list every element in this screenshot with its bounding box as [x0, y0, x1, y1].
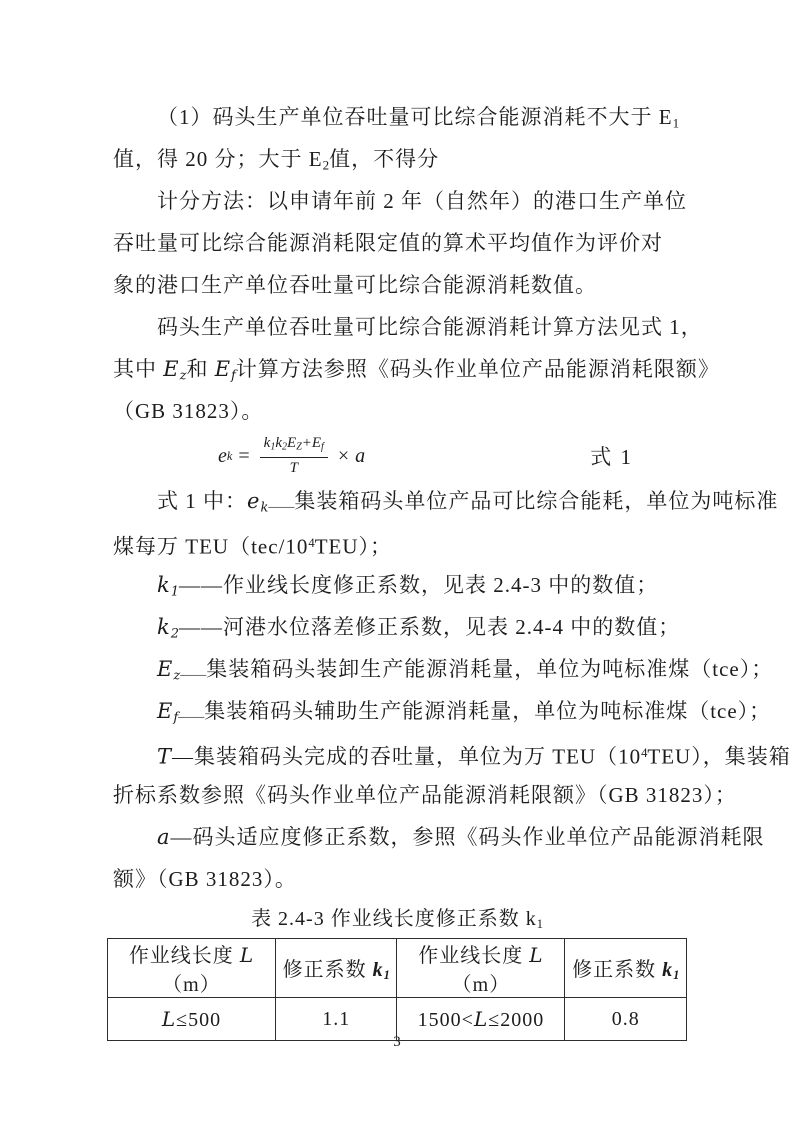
- subscript: 2: [282, 441, 288, 453]
- plus-sign: +: [301, 434, 312, 451]
- subscript: f: [173, 710, 179, 726]
- subscript: 1: [672, 115, 680, 131]
- variable-EZ: E: [287, 434, 297, 451]
- definition-T-line-2: [113, 774, 737, 816]
- text-run: 0.8: [611, 1007, 640, 1030]
- definition-Ez: [113, 648, 774, 690]
- document-body: [113, 96, 791, 1041]
- paragraph-3-line-3: [113, 390, 681, 432]
- definition-k1: [113, 564, 681, 606]
- subscript: 1: [673, 968, 680, 983]
- text-run: 吞吐量可比综合能源消耗限定值的算术平均值作为评价对: [113, 231, 663, 255]
- equation-1: [113, 432, 681, 480]
- page-number: 3: [393, 1034, 401, 1050]
- text-run: 值，得 20 分；大于 E: [113, 147, 323, 171]
- variable-L: L: [239, 943, 255, 967]
- variable-Ef: E: [311, 434, 322, 451]
- variable-L: L: [529, 943, 544, 967]
- text-run: 修正系数: [282, 958, 373, 981]
- subscript: f: [321, 441, 324, 453]
- fraction: [260, 435, 328, 478]
- variable-k1: k: [372, 958, 384, 981]
- text-run: 表 2.4-3 作业线长度修正系数 k: [251, 908, 537, 930]
- header-cell-line-length: [397, 939, 565, 998]
- text-run: 集装箱码头装卸生产能源消耗量，单位为吨标准煤（tce）；: [206, 657, 774, 681]
- paragraph-2-line-2: [113, 222, 681, 264]
- equals-sign: =: [238, 444, 250, 467]
- text-run: 象的港口生产单位吞吐量可比综合能源消耗数值。: [113, 273, 597, 297]
- header-cell-coefficient: [565, 939, 687, 998]
- dash: ——: [180, 666, 207, 682]
- paragraph-1-line-2: [113, 138, 681, 180]
- variable-L: L: [473, 1006, 489, 1031]
- text-run: 其中: [113, 357, 164, 381]
- text-run: 集装箱码头辅助生产能源消耗量，单位为吨标准煤（tce）；: [204, 699, 772, 723]
- definition-T-line-1: [113, 732, 791, 774]
- variable-k2: k: [157, 615, 171, 639]
- subscript: z: [173, 668, 181, 684]
- definition-ek-line-1: [113, 480, 779, 522]
- text-run: 额》（GB 31823）。: [113, 867, 297, 891]
- table-header-row: [108, 939, 687, 998]
- paragraph-1-line-1: [113, 96, 681, 138]
- definition-ek-line-2: [113, 522, 681, 564]
- subscript: 1: [170, 584, 180, 600]
- text-run: （GB 31823）。: [113, 399, 264, 423]
- variable-ek: e: [247, 489, 261, 513]
- subscript: k: [260, 500, 269, 516]
- text-run: 值，不得分: [329, 147, 440, 171]
- text-run: 折标系数参照《码头作业单位产品能源消耗限额》（GB 31823）；: [113, 783, 737, 807]
- subscript: 2: [322, 157, 330, 173]
- equation-label: 式 1: [590, 445, 633, 469]
- subscript: 2: [170, 626, 180, 642]
- superscript: 4: [641, 746, 648, 760]
- text-run: ≤2000: [488, 1008, 545, 1031]
- text-run: 作业线长度: [128, 945, 240, 967]
- subscript: Z: [296, 441, 302, 453]
- text-run: ——作业线长度修正系数，见表 2.4-3 中的数值；: [179, 573, 659, 597]
- paragraph-3-line-1: [113, 306, 703, 348]
- dash: ——: [268, 498, 295, 514]
- subscript: k: [226, 448, 233, 463]
- fraction-denominator: T: [289, 460, 298, 477]
- paragraph-2-line-3: [113, 264, 681, 306]
- text-run: 计算方法参照《码头作业单位产品能源消耗限额》: [235, 357, 720, 381]
- subscript: 1: [270, 441, 276, 453]
- text-run: 修正系数: [572, 958, 663, 981]
- text-run: 1500<: [417, 1008, 474, 1031]
- paragraph-3-line-2: [113, 348, 720, 390]
- superscript: 4: [308, 536, 315, 550]
- header-cell-coefficient: [275, 939, 397, 998]
- variable-a: a: [157, 825, 171, 849]
- header-cell-line-length: [108, 939, 276, 998]
- table-2-4-3: [107, 938, 687, 1041]
- variable-Ef: E: [214, 357, 232, 381]
- text-run: 作业线长度: [418, 945, 530, 967]
- paragraph-2-line-1: [113, 180, 687, 222]
- text-run: TEU）；: [314, 534, 393, 559]
- variable-k2: k: [275, 434, 283, 451]
- variable-T: T: [157, 744, 173, 769]
- text-run: TEU），集装箱: [647, 744, 791, 769]
- variable-Ez: E: [163, 357, 180, 381]
- definition-Ef: [113, 690, 772, 732]
- subscript: z: [179, 368, 187, 384]
- text-run: （1）码头生产单位吞吐量可比综合能源消耗不大于 E: [157, 105, 673, 129]
- text-run: （m）: [162, 974, 221, 996]
- text-run: 计分方法：以申请年前 2 年（自然年）的港口生产单位: [157, 189, 687, 213]
- subscript: 1: [536, 917, 543, 932]
- subscript: f: [231, 368, 236, 384]
- multiplication-sign: ×: [337, 444, 350, 467]
- text-run: 码头生产单位吞吐量可比综合能源消耗计算方法见式 1，: [157, 315, 703, 339]
- text-run: ≤500: [176, 1008, 222, 1031]
- fraction-numerator: [260, 435, 328, 459]
- text-run: （m）: [451, 974, 511, 996]
- variable-L: L: [161, 1006, 177, 1031]
- variable-k1: k: [263, 434, 271, 451]
- variable-Ez: E: [157, 657, 174, 681]
- variable-Ef: E: [157, 699, 174, 723]
- definition-k2: [113, 606, 681, 648]
- variable-a: a: [355, 444, 366, 467]
- definition-a-line-2: [113, 858, 681, 900]
- subscript: 1: [383, 968, 390, 983]
- text-run: —集装箱码头完成的吞吐量，单位为万 TEU（10: [172, 744, 642, 769]
- text-run: 和: [186, 357, 215, 381]
- text-run: ——河港水位落差修正系数，见表 2.4-4 中的数值；: [179, 615, 681, 639]
- variable-ek: e: [218, 444, 227, 467]
- table-2-4-3-title: [113, 900, 681, 938]
- text-run: 1.1: [322, 1007, 351, 1030]
- equation-expression: [218, 435, 365, 478]
- dash: ——: [178, 708, 205, 724]
- text-run: 式 1 中：: [157, 489, 247, 513]
- definition-a-line-1: [113, 816, 765, 858]
- text-run: 集装箱码头单位产品可比综合能耗，单位为吨标准: [294, 489, 779, 513]
- variable-k1: k: [157, 573, 171, 597]
- variable-k1: k: [662, 958, 674, 981]
- text-run: 煤每万 TEU（tec/10: [113, 534, 309, 559]
- text-run: —码头适应度修正系数，参照《码头作业单位产品能源消耗限: [170, 825, 765, 849]
